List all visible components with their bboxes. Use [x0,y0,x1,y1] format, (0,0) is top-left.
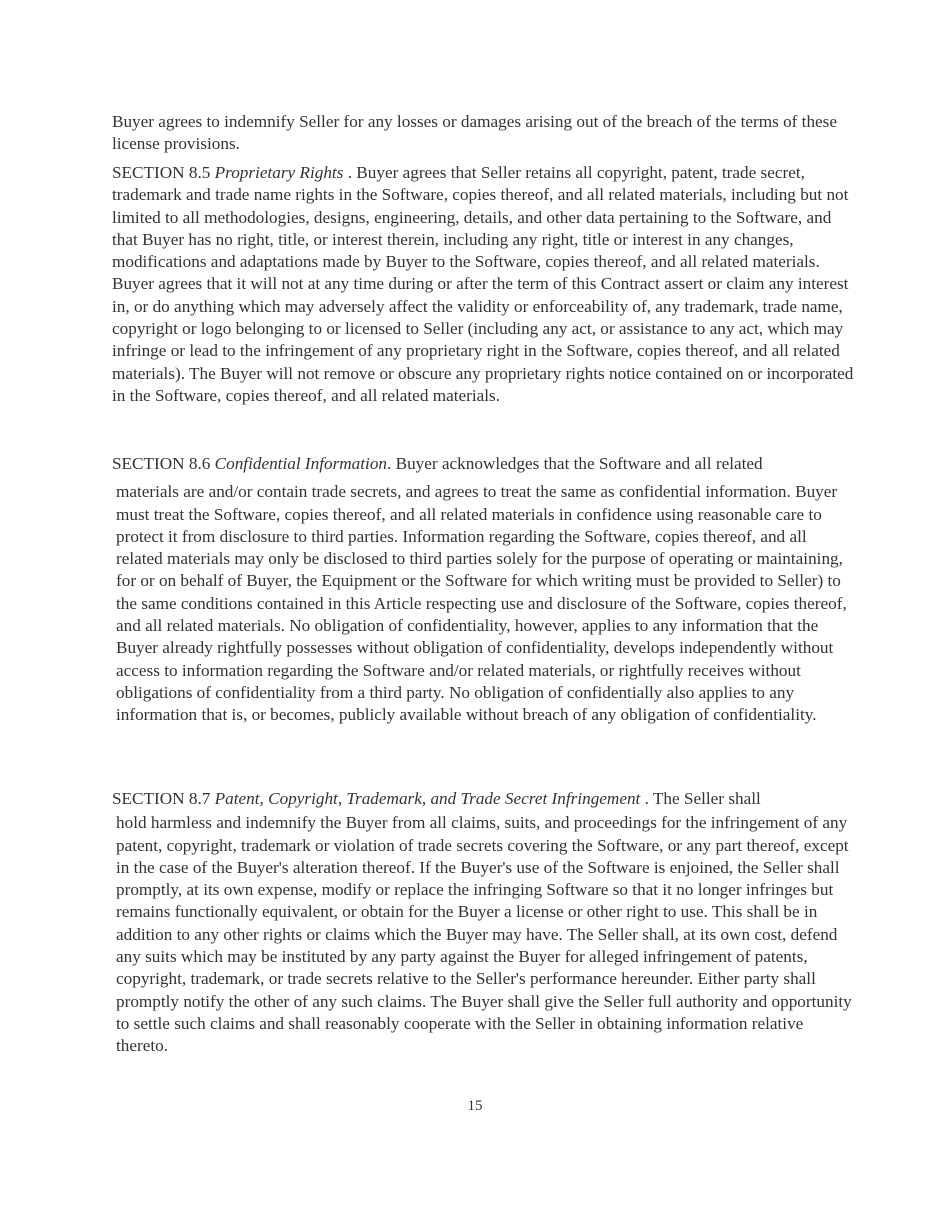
section-heading: Proprietary Rights [214,163,344,182]
section-8-5-proprietary-rights [112,162,857,407]
section-number: SECTION 8.6 [112,454,215,473]
section-lead: . The Seller shall [640,789,761,808]
section-body: . Buyer agrees that Seller retains all copyright, patent, trade secret, trademark and trade name rights in the Software, copies thereof, and all related materials, including but not limited to all methodologies, designs, engineering, details, and other data pertaining to the Software, and that Buyer has no right, title, or interest therein, including any right, title or interest in any changes, modifications and adaptations made by Buyer to the Software, copies thereof, and all related materials. Buyer agrees that it will not at any time during or after the term of this Contract assert or claim any interest in, or do anything which may adversely affect the validity or enforceability of, any trademark, trade name, copyright or logo belonging to or licensed to Seller (including any act, or assistance to any act, which may infringe or lead to the infringement of any proprietary right in the Software, copies thereof, and all related materials). The Buyer will not remove or obscure any proprietary rights notice contained on or incorporated in the Software, copies thereof, and all related materials. [112,163,854,405]
section-body: materials are and/or contain trade secrets, and agrees to treat the same as confidential information. Buyer must treat the Software, copies thereof, and all related materials in confidence using reasonable care to protect it from disclosure to third parties. Information regarding the Software, copies thereof, and all related materials may only be disclosed to third parties solely for the purpose of operating or maintaining, for or on behalf of Buyer, the Equipment or the Software for which writing must be provided to Seller) to the same conditions contained in this Article respecting use and disclosure of the Software, copies thereof, and all related materials. No obligation of confidentiality, however, applies to any information that the Buyer already rightfully possesses without obligation of confidentiality, develops independently without access to information regarding the Software and/or related materials, or rightfully receives without obligations of confidentiality from a third party. No obligation of confidentially also applies to any information that is, or becomes, publicly available without breach of any obligation of confidentiality. [116,482,847,725]
section-heading: Patent, Copyright, Trademark, and Trade Secret Infringement [214,789,641,808]
section-first-line [112,788,857,810]
section-lead: . Buyer acknowledges that the Software and all related [387,454,763,473]
section-8-6-confidential-information [112,453,852,727]
section-8-7-infringement [112,788,857,1058]
page-number: 15 [467,1098,483,1114]
paragraph-text: Buyer agrees to indemnify Seller for any losses or damages arising out of the breach of the terms of these license provisions. [112,112,837,154]
section-number: SECTION 8.5 [112,163,215,182]
section-number: SECTION 8.7 [112,789,215,808]
section-body: hold harmless and indemnify the Buyer from all claims, suits, and proceedings for the infringement of any patent, copyright, trademark or violation of trade secrets covering the Software, or any part thereof, except in the case of the Buyer's alteration thereof. If the Buyer's use of the Software is enjoined, the Seller shall promptly, at its own expense, modify or replace the infringing Software so that it no longer infringes but remains functionally equivalent, or obtain for the Buyer a license or other right to use. This shall be in addition to any other rights or claims which the Buyer may have. The Seller shall, at its own cost, defend any suits which may be instituted by any party against the Buyer for alleged infringement of patents, copyright, trademark, or trade secrets relative to the Seller's performance hereunder. Either party shall promptly notify the other of any such claims. The Buyer shall give the Seller full authority and opportunity to settle such claims and shall reasonably cooperate with the Seller in obtaining information relative thereto. [116,813,852,1056]
section-first-line [112,453,852,475]
section-heading: Confidential Information [214,454,388,473]
paragraph-indemnify-continuation [112,111,852,156]
